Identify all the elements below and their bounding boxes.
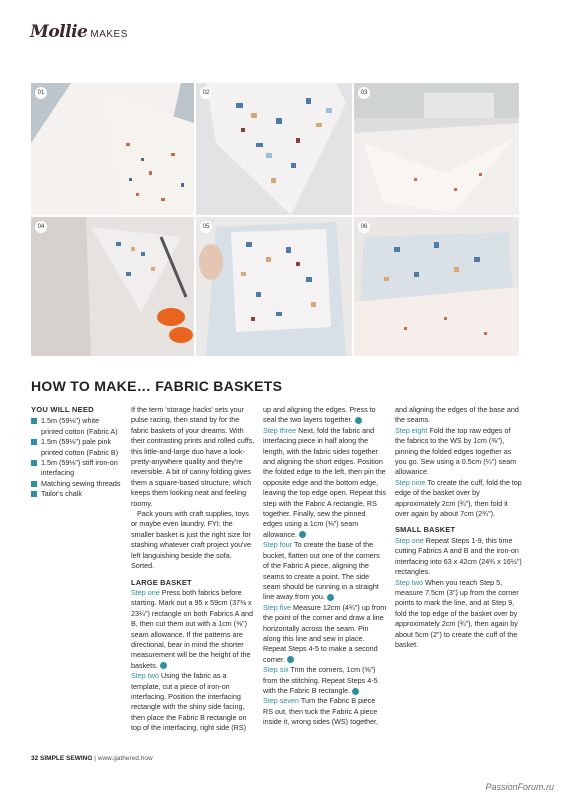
step-label: Step one	[131, 587, 160, 597]
photo-01-illustration	[31, 83, 194, 215]
step-paragraph	[263, 665, 387, 696]
step-paragraph	[263, 696, 387, 727]
step-photo-01	[31, 83, 194, 215]
photo-number-badge: 02	[200, 87, 212, 99]
step-paragraph	[263, 405, 387, 426]
step-paragraph	[395, 578, 522, 651]
brand-section-tag: MAKES	[90, 29, 128, 40]
step-text: up and aligning the edges. Press to seal the two layers together.	[263, 405, 376, 425]
photo-03-illustration	[354, 83, 519, 215]
step-label: Step six	[263, 665, 289, 675]
article-title: HOW TO MAKE… FABRIC BASKETS	[31, 378, 283, 394]
step-label: Step nine	[395, 477, 426, 487]
instructions-column-1	[131, 405, 255, 734]
instructions-column-2	[263, 405, 387, 728]
step-label: Step two	[395, 577, 423, 587]
step-label: Step five	[263, 602, 291, 612]
step-photo-06	[354, 217, 519, 356]
step-paragraph	[131, 588, 255, 671]
step-photo-marker-icon	[327, 594, 334, 601]
materials-list	[31, 416, 123, 499]
step-label: Step three	[263, 425, 297, 435]
brand-script-logo: Mollie	[30, 22, 88, 42]
materials-item: 1.5m (59⅛") white printed cotton (Fabric A)	[31, 416, 123, 437]
watermark-text: PassionForum.ru	[485, 782, 554, 792]
step-photo-marker-icon	[160, 662, 167, 669]
photo-02-illustration	[196, 83, 352, 215]
photo-number-badge: 01	[35, 87, 47, 99]
step-photo-marker-icon	[287, 656, 294, 663]
step-photo-05	[196, 217, 352, 356]
step-text: Using the fabric as a template, cut a piece of iron-on interfacing. Position the interfacing rectangle with the shiny side facing, then place the Fabric B rectangle on top of the interfacing, right side (RS)	[131, 671, 247, 733]
page-number-label: 32 SIMPLE SEWING	[31, 755, 93, 762]
step-text: To create the base of the bucket, flatten out one of the corners of the Fabric A piece, aligning the seams to create a point. The side seam should be running in a straight line away from you.	[263, 540, 380, 602]
step-photo-marker-icon	[355, 417, 362, 424]
step-text: Measure 12cm (4¾") up from the point of the corner and draw a line horizontally across the seam. Pin along this line and sew in place. Repeat Steps 4-5 to make a second corner.	[263, 602, 387, 664]
materials-column	[31, 405, 123, 500]
step-paragraph	[263, 426, 387, 540]
step-text: Turn the Fabric B piece RS out, then tuck the Fabric A piece inside it, wrong sides (WS) together,	[263, 696, 379, 727]
step-text: Press both fabrics before starting. Mark out a 95 x 59cm (37⅜ x 23¼") rectangle on both Fabrics A and B, then cut them out with a 1cm (⅜") seam allowance. If the patterns are directional, bear in mind the shorter measurement will be the height of the baskets.	[131, 587, 254, 670]
photo-04-illustration	[31, 217, 194, 356]
photo-number-badge: 06	[358, 221, 370, 233]
step-paragraph	[395, 426, 522, 478]
photo-number-badge: 05	[200, 221, 212, 233]
step-paragraph: and aligning the edges of the base and the seams.	[395, 405, 519, 425]
step-paragraph	[131, 671, 255, 733]
step-text: Next, fold the fabric and interfacing piece in half along the length, with the fabric sides together and aligning the short edges. Position the folded edge to the left, then pin the opposite edge and the bottom edge, leaving the top edge open. Repeat this step with the Fabric A rectangle, RS together. Finally, sew the pinned edges using a 1cm (⅜") seam allowance.	[263, 425, 387, 539]
materials-item: Matching sewing threads	[31, 479, 123, 489]
footer-url: www.gathered.how	[97, 755, 153, 762]
step-paragraph	[395, 536, 522, 578]
step-text: To create the cuff, fold the top edge of the basket over by approximately 2cm (¾"), then fold it over again by about 7cm (2¾").	[395, 477, 522, 519]
step-text: Repeat Steps 1-9, this time cutting Fabrics A and B and the iron-on interfacing into 63 x 42cm (24¾ x 16½") rectangles.	[395, 535, 522, 577]
intro-paragraph: If the term 'storage hacks' sets your pulse racing, then stand by for the fabric baskets of your dreams. With their contrasting prints and rolled cuffs, this little-and-large duo have a look-pretty-anywhere quality and they're reversible. A bit of canny folding gives them a square-based structure, which keeps them looking neat and feeling roomy.	[131, 405, 255, 508]
page-footer: 32 SIMPLE SEWING | www.gathered.how	[31, 755, 153, 762]
step-photo-marker-icon	[352, 688, 359, 695]
photo-06-illustration	[354, 217, 519, 356]
step-paragraph	[263, 603, 387, 665]
materials-item: 1.5m (59⅛") pale pink printed cotton (Fabric B)	[31, 437, 123, 458]
step-photo-marker-icon	[299, 531, 306, 538]
step-paragraph	[263, 540, 387, 602]
step-label: Step two	[131, 671, 159, 681]
step-photo-04	[31, 217, 194, 356]
large-basket-heading: LARGE BASKET	[131, 577, 192, 587]
step-label: Step eight	[395, 425, 428, 435]
step-label: Step four	[263, 540, 293, 550]
magazine-section-brand	[30, 22, 128, 42]
step-photo-grid	[31, 83, 519, 356]
materials-heading: YOU WILL NEED	[31, 405, 94, 414]
step-label: Step seven	[263, 696, 299, 706]
intro-paragraph: Pack yours with craft supplies, toys or maybe even laundry. FYI: the smaller basket is just the right size for stashing whatever craft project you've left languishing beside the sofa. Sorted.	[131, 509, 252, 571]
step-text: Fold the top raw edges of the fabrics to the WS by 1cm (⅜"), pinning the folded edges together as you go. Sew using a 0.5cm (¼") seam allowance.	[395, 425, 517, 477]
step-paragraph	[395, 478, 522, 520]
photo-number-badge: 03	[358, 87, 370, 99]
step-text: Trim the corners, 1cm (⅜") from the stitching. Repeat Steps 4-5 with the Fabric B rectangle.	[263, 665, 378, 695]
materials-item: 1.5m (59⅛") stiff iron-on interfacing	[31, 458, 123, 479]
small-basket-heading: SMALL BASKET	[395, 525, 456, 535]
step-photo-03	[354, 83, 519, 215]
step-text: When you reach Step 5, measure 7.5cm (3") up from the corner points to mark the line, and at Step 9, fold the top edge of the basket over by approximately 2cm (¾"), then again by about 5cm (2") to create the cuff of the basket.	[395, 577, 519, 649]
step-photo-02	[196, 83, 352, 215]
instructions-column-3	[395, 405, 522, 650]
photo-05-illustration	[196, 217, 352, 356]
step-label: Step one	[395, 535, 424, 545]
photo-number-badge: 04	[35, 221, 47, 233]
materials-item: Tailor's chalk	[31, 489, 123, 499]
